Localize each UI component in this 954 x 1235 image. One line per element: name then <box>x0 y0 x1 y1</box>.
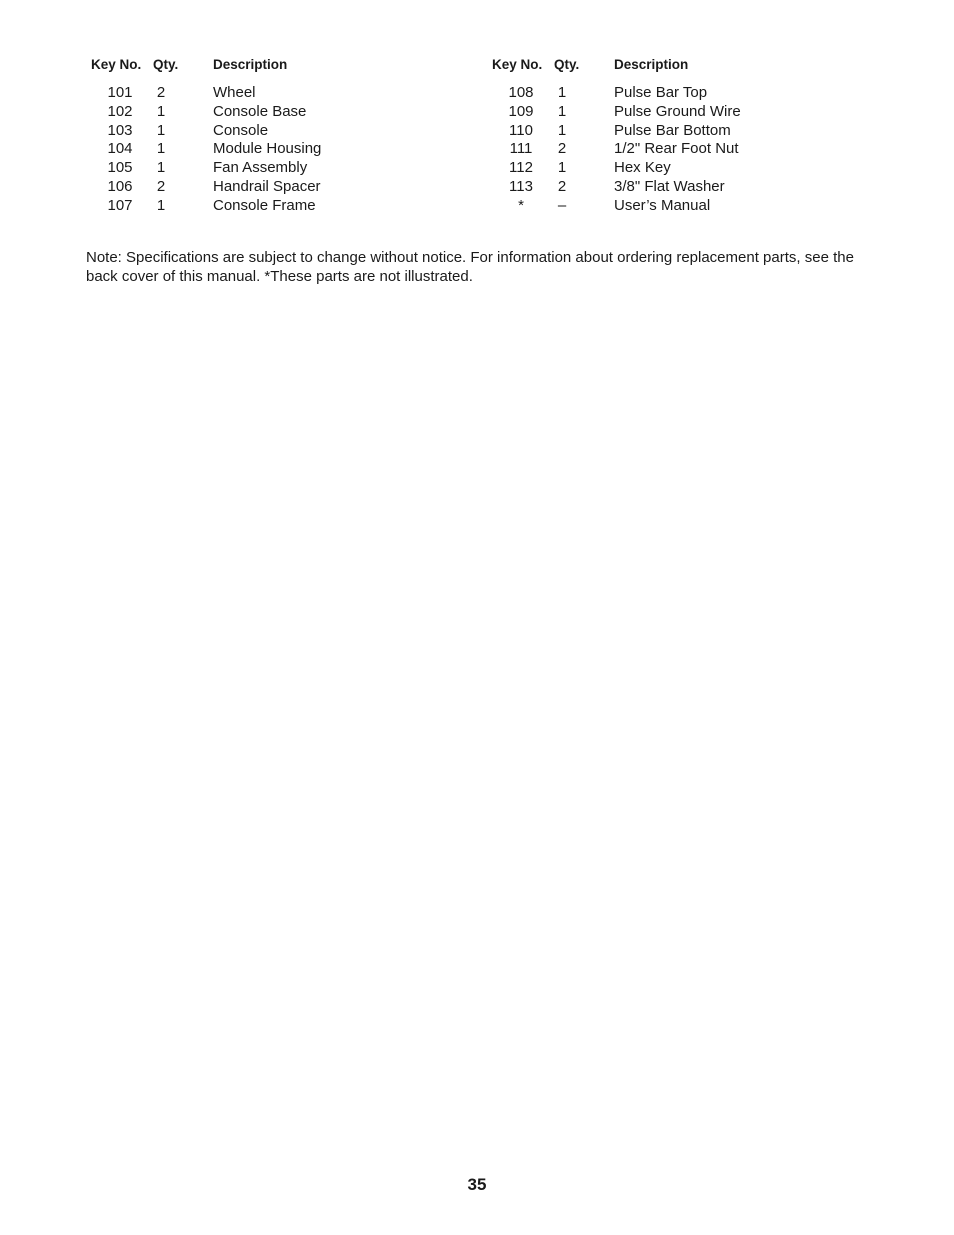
part-qty: 2 <box>156 177 166 195</box>
part-description: Console Frame <box>213 196 316 214</box>
part-row <box>91 140 473 159</box>
part-description: Pulse Bar Top <box>614 84 708 101</box>
part-row <box>492 159 874 178</box>
part-row <box>492 122 874 141</box>
part-key: 113 <box>509 177 533 195</box>
part-key: 103 <box>107 121 133 139</box>
part-qty: 2 <box>557 140 567 158</box>
part-qty: – <box>557 196 567 214</box>
part-key: 108 <box>508 84 534 101</box>
qty-header: Qty. <box>153 57 179 72</box>
parts-list-right <box>492 54 874 216</box>
part-description: Fan Assembly <box>213 159 308 177</box>
part-key: 105 <box>107 159 133 177</box>
description-header: Description <box>614 57 689 72</box>
part-qty: 2 <box>156 84 166 101</box>
part-description: Handrail Spacer <box>213 177 321 195</box>
part-qty: 1 <box>557 121 567 139</box>
part-description: 1/2" Rear Foot Nut <box>614 140 739 158</box>
part-row <box>492 103 874 122</box>
part-key: 102 <box>107 102 133 120</box>
part-description: User’s Manual <box>614 196 711 214</box>
part-qty: 1 <box>156 196 166 214</box>
part-description: Module Housing <box>213 140 322 158</box>
key-no-header: Key No. <box>91 57 142 72</box>
part-qty: 1 <box>156 159 166 177</box>
part-qty: 2 <box>557 177 567 195</box>
part-description: Console Base <box>213 102 307 120</box>
part-description: 3/8" Flat Washer <box>614 177 725 195</box>
part-row <box>91 103 473 122</box>
part-key: 107 <box>107 196 133 214</box>
part-qty: 1 <box>557 84 567 101</box>
parts-list-header <box>492 54 874 76</box>
part-row <box>492 197 874 216</box>
part-key: * <box>518 196 524 214</box>
part-key: 109 <box>508 102 534 120</box>
part-row <box>492 140 874 159</box>
part-row <box>91 197 473 216</box>
part-description: Console <box>213 121 269 139</box>
parts-list-header <box>91 54 473 76</box>
specifications-note: Note: Specifications are subject to change without notice. For information about ordering replacement parts, see the back cover of this manual. *These parts are not illustrated. <box>86 249 854 285</box>
part-key: 110 <box>509 121 533 139</box>
description-header: Description <box>213 57 288 72</box>
part-qty: 1 <box>156 121 166 139</box>
qty-header: Qty. <box>554 57 580 72</box>
part-row <box>492 84 874 103</box>
part-key: 106 <box>107 177 133 195</box>
part-qty: 1 <box>557 102 567 120</box>
part-qty: 1 <box>156 140 166 158</box>
part-row <box>91 178 473 197</box>
part-description: Hex Key <box>614 159 671 177</box>
part-qty: 1 <box>156 102 166 120</box>
parts-list-left <box>91 54 473 216</box>
part-description: Wheel <box>213 84 256 101</box>
part-description: Pulse Bar Bottom <box>614 121 731 139</box>
key-no-header: Key No. <box>492 57 543 72</box>
part-row <box>492 178 874 197</box>
part-key: 112 <box>509 159 533 177</box>
part-description: Pulse Ground Wire <box>614 102 741 120</box>
part-row <box>91 122 473 141</box>
part-key: 111 <box>509 140 533 158</box>
part-key: 104 <box>107 140 133 158</box>
part-row <box>91 84 473 103</box>
part-key: 101 <box>107 84 133 101</box>
part-qty: 1 <box>557 159 567 177</box>
page-number: 35 <box>467 1175 487 1194</box>
part-row <box>91 159 473 178</box>
